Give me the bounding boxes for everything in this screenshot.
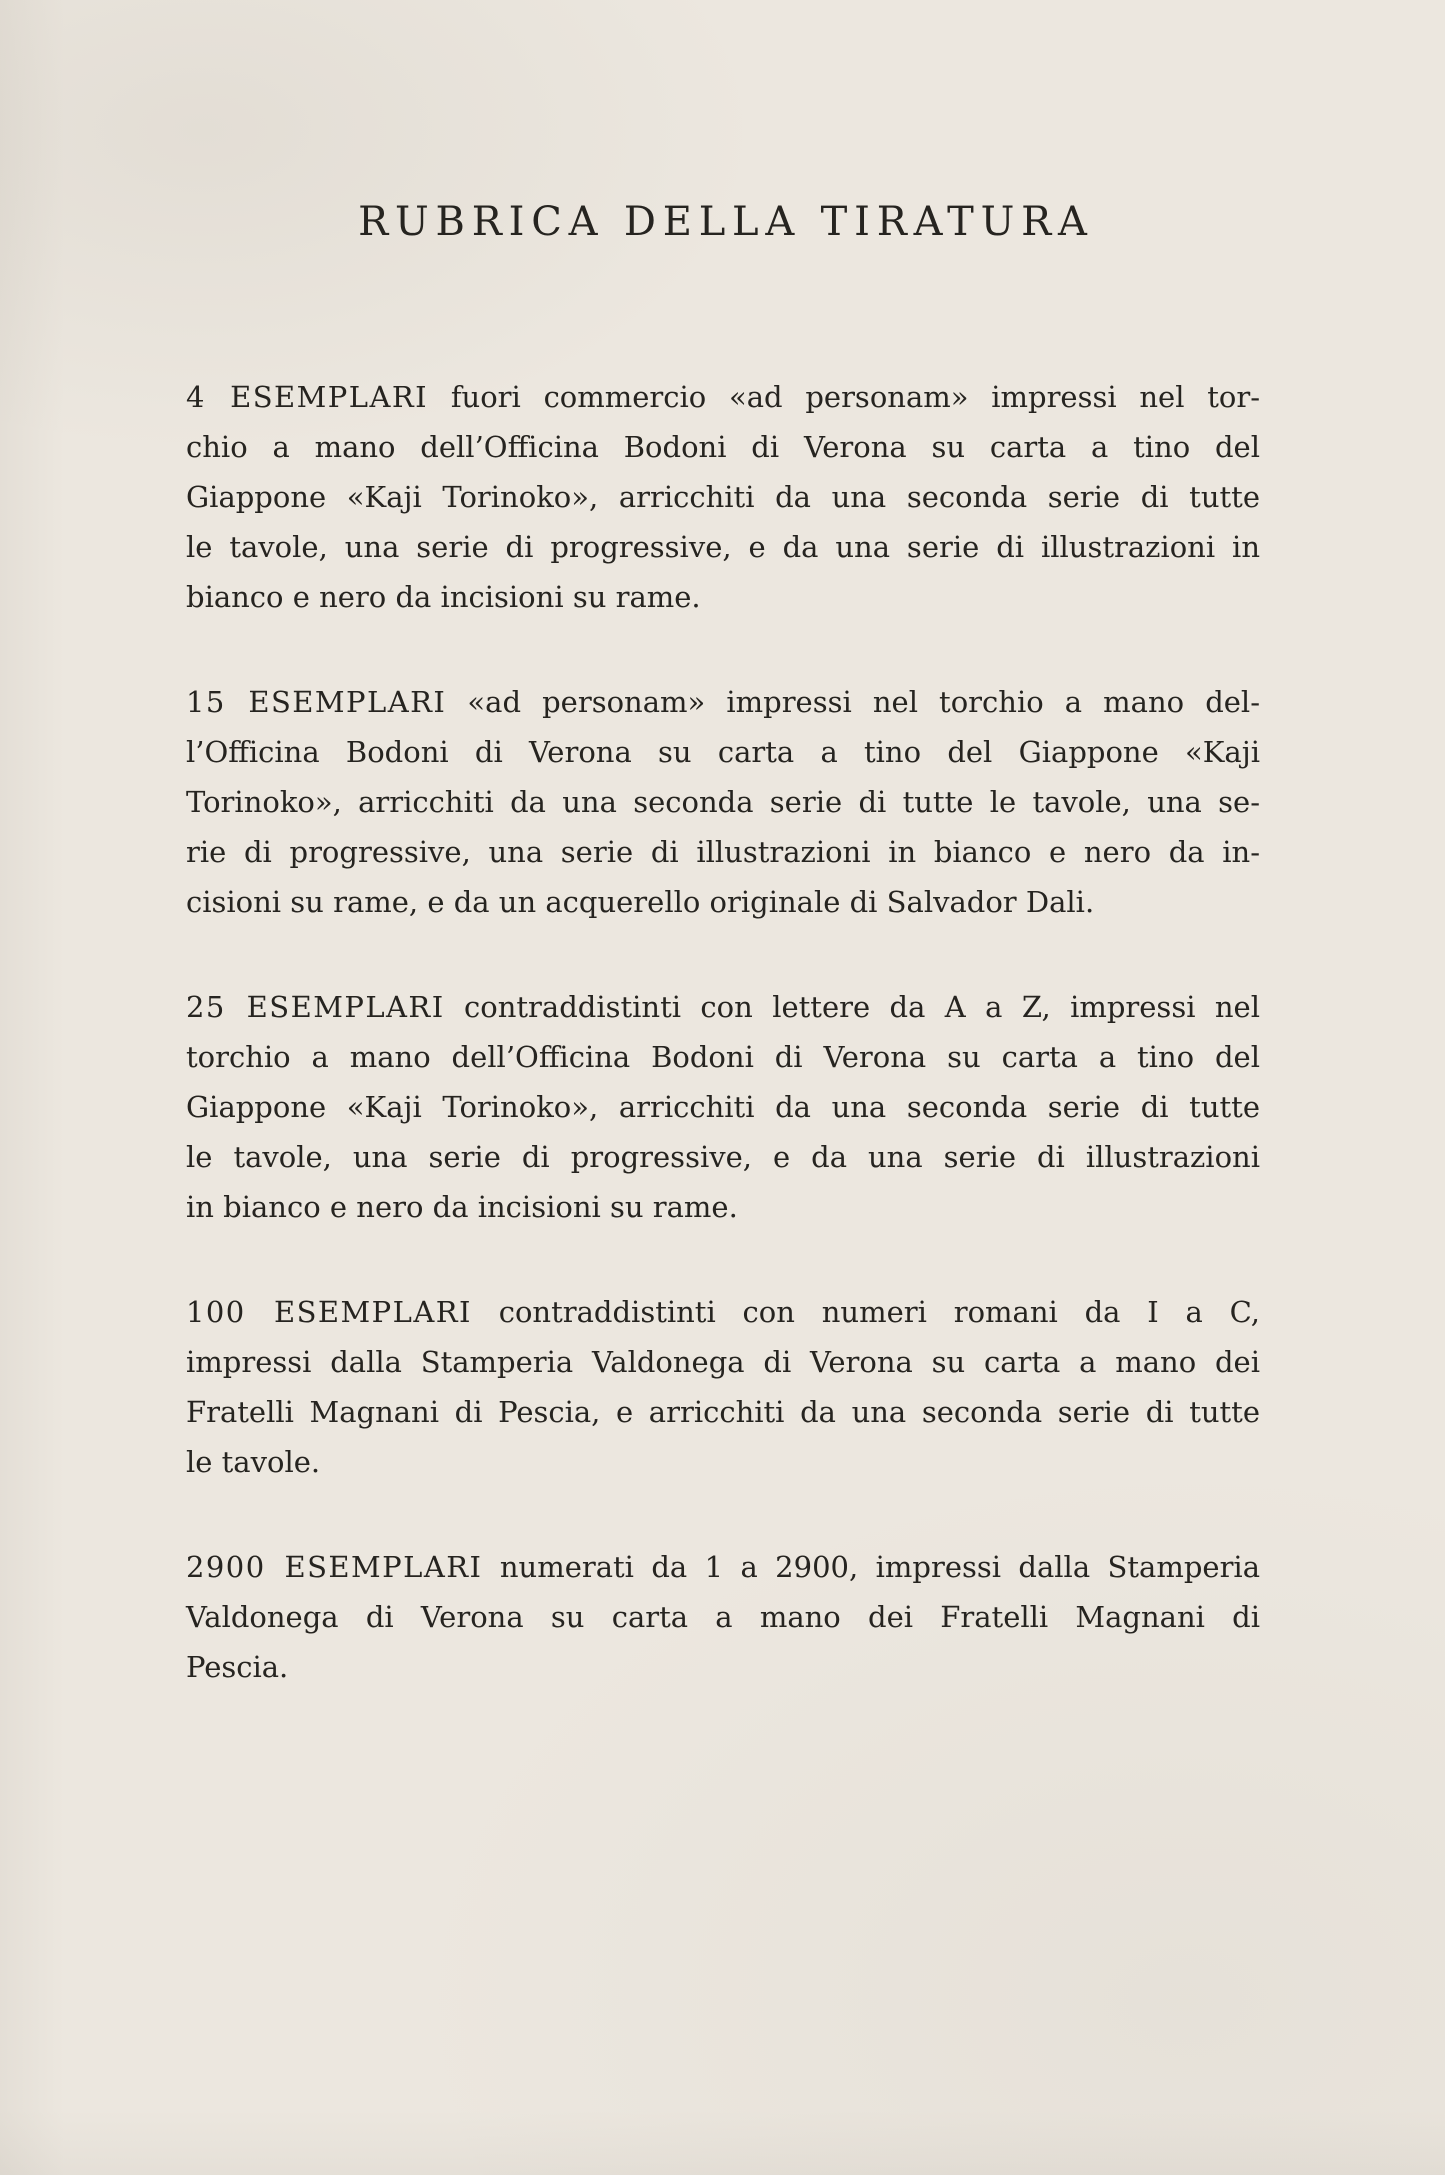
paragraph-2900-esemplari xyxy=(186,1542,1260,1692)
text-line: Pescia. xyxy=(186,1650,289,1684)
paragraph-15-esemplari xyxy=(186,677,1260,927)
page-title: RUBRICA DELLA TIRATURA xyxy=(358,199,1094,245)
text-line: le tavole, una serie di progressive, e da una serie di illustrazioni in xyxy=(186,530,1260,564)
text-line: bianco e nero da incisioni su rame. xyxy=(186,580,701,614)
edition-lead: 2900 ESEMPLARI xyxy=(186,1550,483,1584)
edition-lead: 100 ESEMPLARI xyxy=(186,1295,472,1329)
text-line xyxy=(186,1542,1260,1592)
text-line xyxy=(186,677,1260,727)
colophon-text xyxy=(186,372,1260,1747)
edition-lead: 15 ESEMPLARI xyxy=(186,685,447,719)
text-line-rest: «ad personam» impressi nel torchio a mano del- xyxy=(467,685,1260,719)
text-line: Torinoko», arricchiti da una seconda serie di tutte le tavole, una se- xyxy=(186,785,1260,819)
text-line-rest: fuori commercio «ad personam» impressi nel tor- xyxy=(450,380,1261,414)
text-line-rest: contraddistinti con numeri romani da I a C, xyxy=(498,1295,1260,1329)
text-line-rest: contraddistinti con lettere da A a Z, impressi nel xyxy=(464,990,1260,1024)
text-line: Fratelli Magnani di Pescia, e arricchiti da una seconda serie di tutte xyxy=(186,1395,1260,1429)
edition-lead: 25 ESEMPLARI xyxy=(186,990,445,1024)
text-line: in bianco e nero da incisioni su rame. xyxy=(186,1190,738,1224)
text-line: Valdonega di Verona su carta a mano dei Fratelli Magnani di xyxy=(186,1600,1260,1634)
text-line: chio a mano dell’Officina Bodoni di Verona su carta a tino del xyxy=(186,430,1260,464)
text-line: Giappone «Kaji Torinoko», arricchiti da una seconda serie di tutte xyxy=(186,480,1260,514)
paragraph-100-esemplari xyxy=(186,1287,1260,1487)
text-line xyxy=(186,1287,1260,1337)
text-line: l’Officina Bodoni di Verona su carta a tino del Giappone «Kaji xyxy=(186,735,1260,769)
edition-lead: 4 ESEMPLARI xyxy=(186,380,429,414)
text-line: impressi dalla Stamperia Valdonega di Verona su carta a mano dei xyxy=(186,1345,1260,1379)
text-line: cisioni su rame, e da un acquerello originale di Salvador Dali. xyxy=(186,885,1095,919)
text-line: le tavole, una serie di progressive, e da una serie di illustrazioni xyxy=(186,1140,1260,1174)
text-line: torchio a mano dell’Officina Bodoni di Verona su carta a tino del xyxy=(186,1040,1260,1074)
text-line: le tavole. xyxy=(186,1445,321,1479)
paragraph-25-esemplari xyxy=(186,982,1260,1232)
text-line: Giappone «Kaji Torinoko», arricchiti da una seconda serie di tutte xyxy=(186,1090,1260,1124)
text-line xyxy=(186,372,1260,422)
text-line-rest: numerati da 1 a 2900, impressi dalla Stamperia xyxy=(499,1550,1261,1584)
paragraph-4-esemplari xyxy=(186,372,1260,622)
text-line xyxy=(186,982,1260,1032)
text-line: rie di progressive, una serie di illustrazioni in bianco e nero da in- xyxy=(186,835,1260,869)
